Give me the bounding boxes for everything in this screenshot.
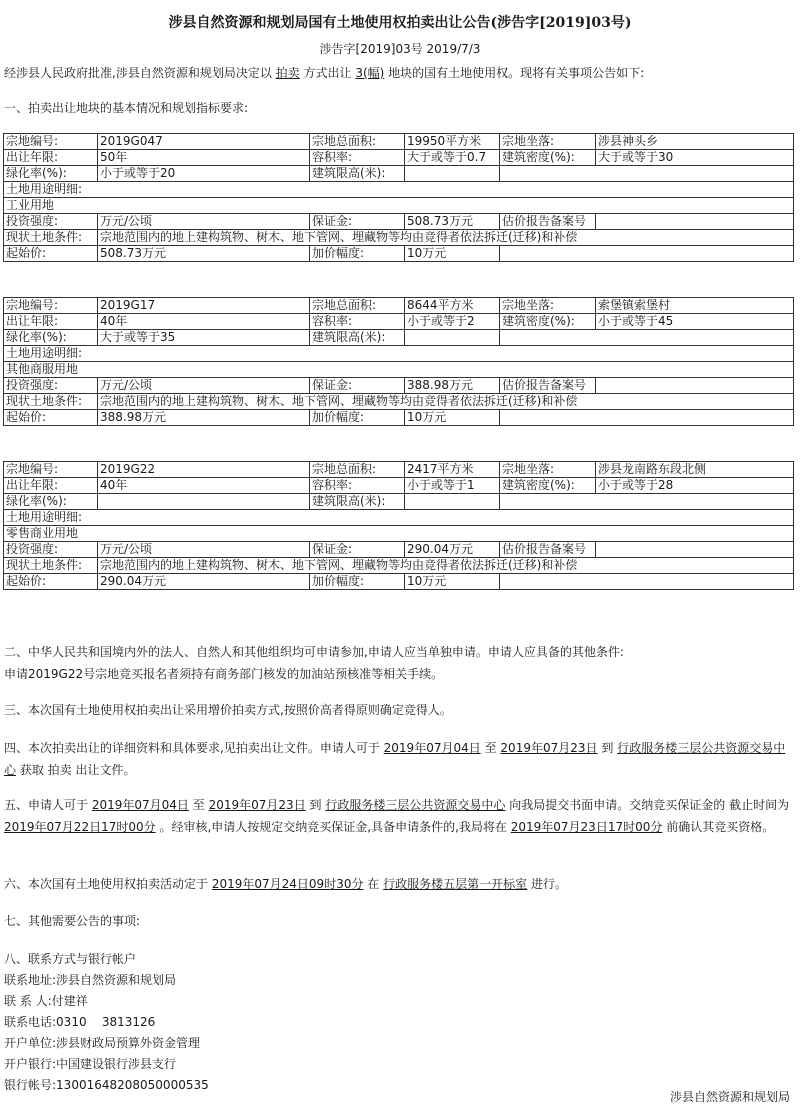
label-increment: 加价幅度: <box>310 410 405 426</box>
section4-text-a: 四、本次拍卖出让的详细资料和具体要求,见拍卖出让文件。申请人可于 <box>4 741 380 755</box>
section4-text-d: 获取 拍卖 出让文件。 <box>19 763 136 777</box>
parcel-table-3 <box>3 461 794 590</box>
label-location: 宗地坐落: <box>500 298 596 314</box>
label-density: 建筑密度(%): <box>500 150 596 166</box>
section5 <box>4 794 794 838</box>
appraisal-no <box>596 214 794 230</box>
height <box>405 166 500 182</box>
empty-cell <box>500 574 794 590</box>
label-height: 建筑限高(米): <box>310 166 405 182</box>
label-far: 容积率: <box>310 150 405 166</box>
section6-text-c: 进行。 <box>530 877 567 891</box>
section2-line2: 申请2019G22号宗地竞买报名者须持有商务部门核发的加油站预核准等相关手续。 <box>4 667 444 681</box>
label-use-detail: 土地用途明细: <box>4 182 794 198</box>
height <box>405 330 500 346</box>
contact-person: 联 系 人:付建祥 <box>4 994 88 1008</box>
label-parcel-no: 宗地编号: <box>4 134 98 150</box>
label-invest: 投资强度: <box>4 214 98 230</box>
label-invest: 投资强度: <box>4 542 98 558</box>
intro-pre: 经涉县人民政府批准,涉县自然资源和规划局决定以 <box>4 66 272 80</box>
account-unit: 开户单位:涉县财政局预算外资金管理 <box>4 1036 201 1050</box>
land-condition: 宗地范围内的地上建构筑物、树木、地下管网、埋藏物等均由竞得者依法拆迁(迁移)和补偿 <box>98 230 794 246</box>
section6-place: 行政服务楼五层第一开标室 <box>383 877 528 891</box>
label-total-area: 宗地总面积: <box>310 134 405 150</box>
empty-cell <box>500 330 794 346</box>
increment: 10万元 <box>405 246 500 262</box>
parcel-table-1 <box>3 133 794 262</box>
label-start-price: 起始价: <box>4 574 98 590</box>
invest: 万元/公顷 <box>98 214 310 230</box>
section5-text-f: 。经审核,申请人按规定交纳竞买保证金,具备申请条件的,我局将在 <box>159 820 507 834</box>
section4-text-c: 到 <box>601 741 614 755</box>
label-green: 绿化率(%): <box>4 494 98 510</box>
bank-name: 开户银行:中国建设银行涉县支行 <box>4 1057 177 1071</box>
label-invest: 投资强度: <box>4 378 98 394</box>
section5-text-a: 五、申请人可于 <box>4 798 89 812</box>
label-density: 建筑密度(%): <box>500 478 596 494</box>
section6-text-a: 六、本次国有土地使用权拍卖活动定于 <box>4 877 209 891</box>
label-appraisal: 估价报告备案号 <box>500 542 596 558</box>
total-area: 19950平方米 <box>405 134 500 150</box>
intro-mid: 方式出让 <box>303 66 352 80</box>
section5-place: 行政服务楼三层公共资源交易中心 <box>325 798 506 812</box>
land-use: 工业用地 <box>4 198 794 214</box>
appraisal-no <box>596 378 794 394</box>
start-price: 388.98万元 <box>98 410 310 426</box>
contact-phone: 联系电话:0310 3813126 <box>4 1015 156 1029</box>
label-total-area: 宗地总面积: <box>310 462 405 478</box>
label-height: 建筑限高(米): <box>310 330 405 346</box>
start-price: 290.04万元 <box>98 574 310 590</box>
section5-text-c: 到 <box>309 798 322 812</box>
section4 <box>4 737 794 781</box>
contact-address: 联系地址:涉县自然资源和规划局 <box>4 973 177 987</box>
invest: 万元/公顷 <box>98 378 310 394</box>
section4-text-b: 至 <box>484 741 497 755</box>
label-location: 宗地坐落: <box>500 462 596 478</box>
density: 大于或等于30 <box>596 150 794 166</box>
empty-cell <box>500 166 794 182</box>
section6-text-b: 在 <box>367 877 380 891</box>
increment: 10万元 <box>405 410 500 426</box>
label-height: 建筑限高(米): <box>310 494 405 510</box>
section4-date-to: 2019年07月23日 <box>500 741 598 755</box>
parcel-no: 2019G22 <box>98 462 310 478</box>
parcel-table-2 <box>3 297 794 426</box>
label-term: 出让年限: <box>4 478 98 494</box>
green: 小于或等于20 <box>98 166 310 182</box>
far: 大于或等于0.7 <box>405 150 500 166</box>
signature: 涉县自然资源和规划局 <box>669 1090 790 1104</box>
total-area: 8644平方米 <box>405 298 500 314</box>
empty-cell <box>500 494 794 510</box>
section5-text-d: 向我局提交书面申请。交纳竞买保证金的 <box>509 798 726 812</box>
label-appraisal: 估价报告备案号 <box>500 214 596 230</box>
term: 40年 <box>98 478 310 494</box>
intro-count: 3(幅) <box>355 66 385 80</box>
label-total-area: 宗地总面积: <box>310 298 405 314</box>
deposit: 290.04万元 <box>405 542 500 558</box>
label-far: 容积率: <box>310 314 405 330</box>
start-price: 508.73万元 <box>98 246 310 262</box>
parcel-no: 2019G047 <box>98 134 310 150</box>
section2-line1: 二、中华人民共和国境内外的法人、自然人和其他组织均可申请参加,申请人应当单独申请。申请人应具备的其他条件: <box>4 645 624 659</box>
label-start-price: 起始价: <box>4 410 98 426</box>
page-title: 涉县自然资源和规划局国有土地使用权拍卖出让公告(涉告字[2019]03号) <box>168 15 632 31</box>
section5-text-b: 至 <box>192 798 205 812</box>
label-parcel-no: 宗地编号: <box>4 298 98 314</box>
section6 <box>4 873 794 895</box>
section2 <box>4 641 794 685</box>
section5-date-to: 2019年07月23日 <box>208 798 306 812</box>
label-increment: 加价幅度: <box>310 246 405 262</box>
label-condition: 现状土地条件: <box>4 558 98 574</box>
term: 40年 <box>98 314 310 330</box>
section5-date-from: 2019年07月04日 <box>91 798 189 812</box>
section8 <box>4 949 794 1096</box>
label-term: 出让年限: <box>4 314 98 330</box>
section4-place: 行政服务楼三层公共资源交易中心 <box>4 741 786 777</box>
account-number: 银行帐号:13001648208050000535 <box>4 1078 209 1092</box>
section5-deadline: 2019年07月22日17时00分 <box>4 820 156 834</box>
appraisal-no <box>596 542 794 558</box>
invest: 万元/公顷 <box>98 542 310 558</box>
location: 涉县神头乡 <box>596 134 794 150</box>
location: 索堡镇索堡村 <box>596 298 794 314</box>
parcel-no: 2019G17 <box>98 298 310 314</box>
section8-heading: 八、联系方式与银行帐户 <box>4 952 137 966</box>
empty-cell <box>500 410 794 426</box>
intro-paragraph <box>4 64 644 81</box>
label-use-detail: 土地用途明细: <box>4 510 794 526</box>
section4-date-from: 2019年07月04日 <box>383 741 481 755</box>
label-green: 绿化率(%): <box>4 166 98 182</box>
label-increment: 加价幅度: <box>310 574 405 590</box>
land-use: 其他商服用地 <box>4 362 794 378</box>
location: 涉县龙南路东段北侧 <box>596 462 794 478</box>
label-deposit: 保证金: <box>310 214 405 230</box>
land-condition: 宗地范围内的地上建构筑物、树木、地下管网、埋藏物等均由竞得者依法拆迁(迁移)和补偿 <box>98 558 794 574</box>
section7: 七、其他需要公告的事项: <box>4 914 141 928</box>
far: 小于或等于2 <box>405 314 500 330</box>
doc-number-line: 涉告字[2019]03号 2019/7/3 <box>319 42 481 56</box>
intro-post: 地块的国有土地使用权。现将有关事项公告如下: <box>388 66 645 80</box>
green <box>98 494 310 510</box>
section1-heading: 一、拍卖出让地块的基本情况和规划指标要求: <box>4 101 249 115</box>
label-start-price: 起始价: <box>4 246 98 262</box>
far: 小于或等于1 <box>405 478 500 494</box>
empty-cell <box>500 246 794 262</box>
label-green: 绿化率(%): <box>4 330 98 346</box>
density: 小于或等于28 <box>596 478 794 494</box>
increment: 10万元 <box>405 574 500 590</box>
label-location: 宗地坐落: <box>500 134 596 150</box>
label-deposit: 保证金: <box>310 378 405 394</box>
section5-confirm-time: 2019年07月23日17时00分 <box>510 820 663 834</box>
deposit: 508.73万元 <box>405 214 500 230</box>
land-condition: 宗地范围内的地上建构筑物、树木、地下管网、埋藏物等均由竞得者依法拆迁(迁移)和补偿 <box>98 394 794 410</box>
height <box>405 494 500 510</box>
density: 小于或等于45 <box>596 314 794 330</box>
label-parcel-no: 宗地编号: <box>4 462 98 478</box>
term: 50年 <box>98 150 310 166</box>
section3: 三、本次国有土地使用权拍卖出让采用增价拍卖方式,按照价高者得原则确定竞得人。 <box>4 703 452 717</box>
green: 大于或等于35 <box>98 330 310 346</box>
total-area: 2417平方米 <box>405 462 500 478</box>
label-far: 容积率: <box>310 478 405 494</box>
label-density: 建筑密度(%): <box>500 314 596 330</box>
label-use-detail: 土地用途明细: <box>4 346 794 362</box>
land-use: 零售商业用地 <box>4 526 794 542</box>
section6-time: 2019年07月24日09时30分 <box>211 877 364 891</box>
intro-method: 拍卖 <box>275 66 300 80</box>
section5-text-e: 截止时间为 <box>729 798 790 812</box>
deposit: 388.98万元 <box>405 378 500 394</box>
label-condition: 现状土地条件: <box>4 394 98 410</box>
label-condition: 现状土地条件: <box>4 230 98 246</box>
section5-text-g: 前确认其竞买资格。 <box>666 820 775 834</box>
label-term: 出让年限: <box>4 150 98 166</box>
label-appraisal: 估价报告备案号 <box>500 378 596 394</box>
label-deposit: 保证金: <box>310 542 405 558</box>
